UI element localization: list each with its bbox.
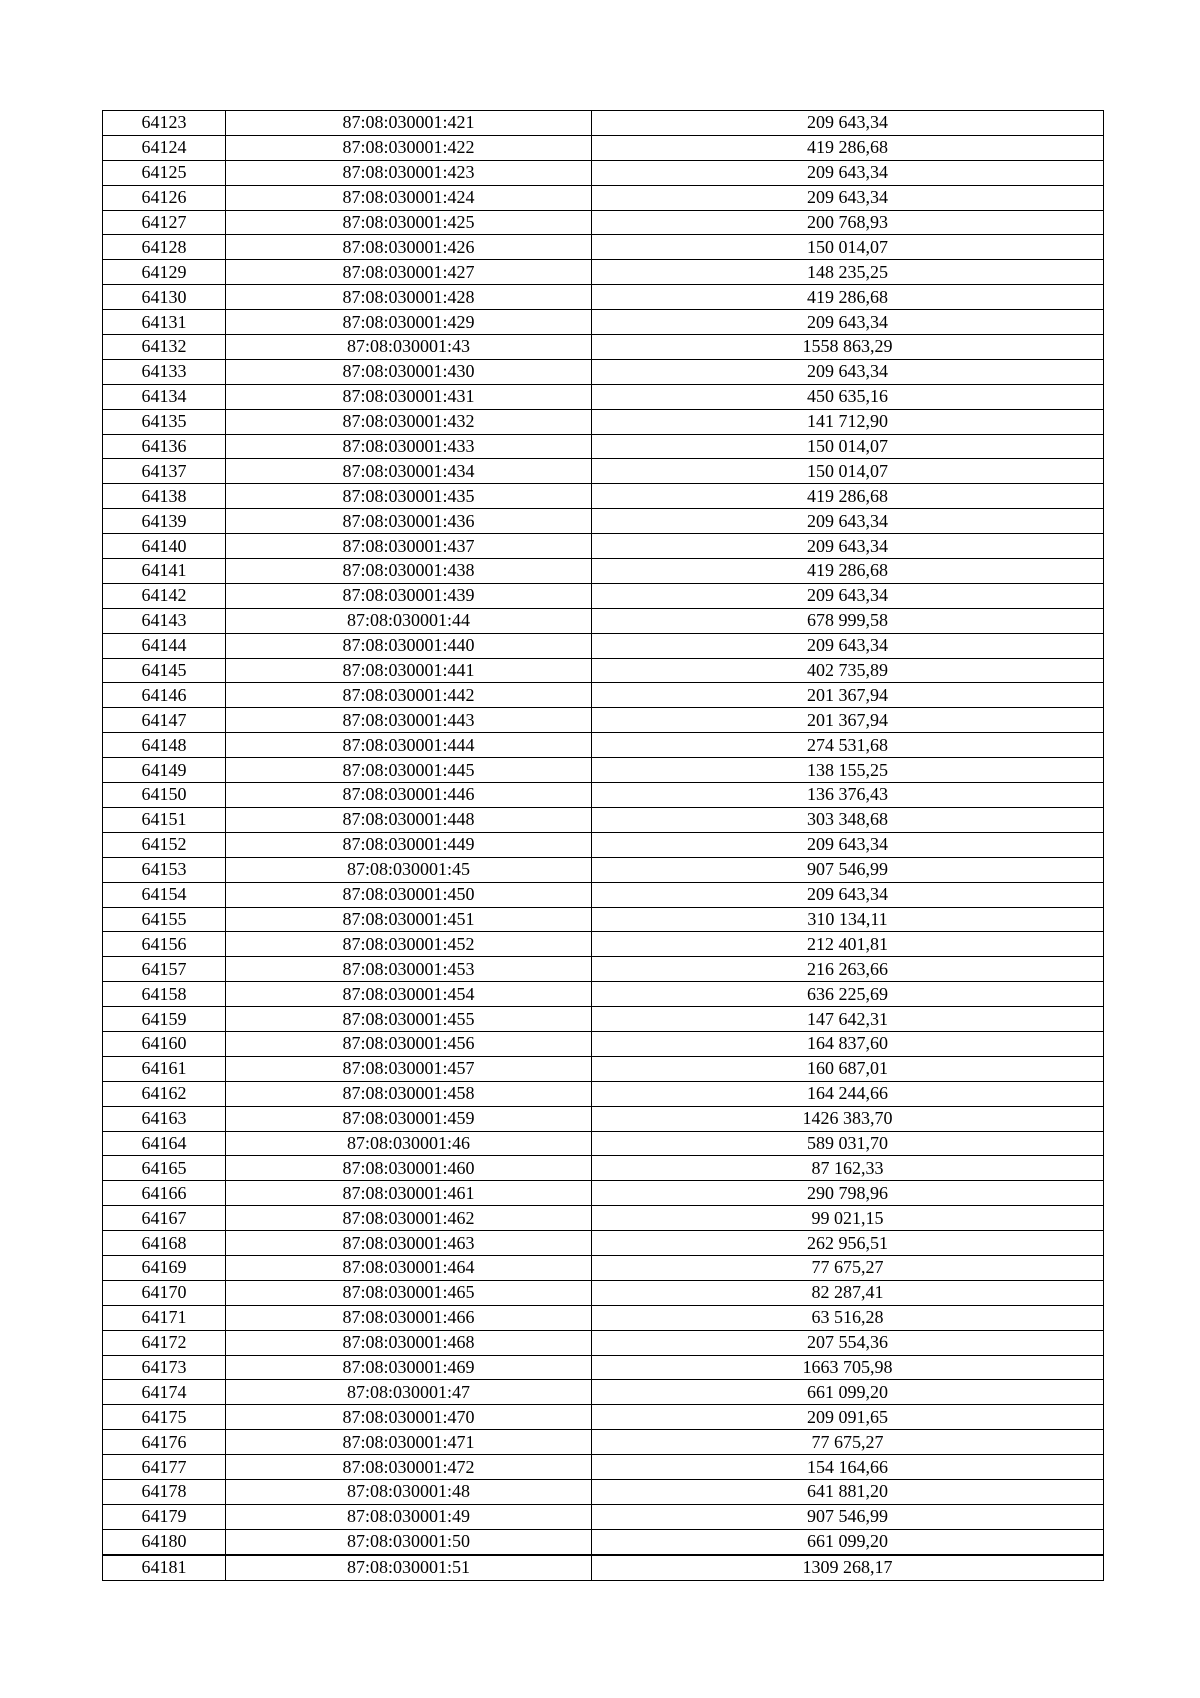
value-cell: 1309 268,17 — [592, 1555, 1104, 1580]
table-row — [103, 534, 1104, 559]
row-number-cell: 64138 — [103, 484, 226, 509]
table-row — [103, 683, 1104, 708]
cadastral-number-cell: 87:08:030001:471 — [226, 1430, 592, 1455]
row-number-cell: 64160 — [103, 1031, 226, 1056]
table-row — [103, 1206, 1104, 1231]
table-row — [103, 1529, 1104, 1554]
table-row — [103, 185, 1104, 210]
table-row — [103, 857, 1104, 882]
table-row — [103, 1106, 1104, 1131]
cadastral-number-cell: 87:08:030001:437 — [226, 534, 592, 559]
value-cell: 661 099,20 — [592, 1380, 1104, 1405]
cadastral-number-cell: 87:08:030001:433 — [226, 434, 592, 459]
cadastral-number-cell: 87:08:030001:423 — [226, 160, 592, 185]
table-row — [103, 832, 1104, 857]
cadastral-number-cell: 87:08:030001:455 — [226, 1007, 592, 1032]
table-row — [103, 359, 1104, 384]
cadastral-number-cell: 87:08:030001:431 — [226, 384, 592, 409]
table-row — [103, 409, 1104, 434]
cadastral-number-cell: 87:08:030001:457 — [226, 1056, 592, 1081]
row-number-cell: 64175 — [103, 1405, 226, 1430]
value-cell: 201 367,94 — [592, 708, 1104, 733]
row-number-cell: 64163 — [103, 1106, 226, 1131]
value-cell: 641 881,20 — [592, 1479, 1104, 1504]
value-cell: 209 643,34 — [592, 832, 1104, 857]
table-row — [103, 1255, 1104, 1280]
value-cell: 209 643,34 — [592, 160, 1104, 185]
value-cell: 907 546,99 — [592, 857, 1104, 882]
row-number-cell: 64142 — [103, 583, 226, 608]
row-number-cell: 64164 — [103, 1131, 226, 1156]
row-number-cell: 64181 — [103, 1555, 226, 1580]
row-number-cell: 64143 — [103, 608, 226, 633]
value-cell: 209 643,34 — [592, 111, 1104, 136]
cadastral-number-cell: 87:08:030001:432 — [226, 409, 592, 434]
table-row — [103, 1007, 1104, 1032]
row-number-cell: 64171 — [103, 1305, 226, 1330]
table-row — [103, 1056, 1104, 1081]
cadastral-number-cell: 87:08:030001:48 — [226, 1479, 592, 1504]
cadastral-number-cell: 87:08:030001:440 — [226, 633, 592, 658]
table-row — [103, 708, 1104, 733]
table-row — [103, 1430, 1104, 1455]
value-cell: 274 531,68 — [592, 733, 1104, 758]
table-row — [103, 608, 1104, 633]
row-number-cell: 64126 — [103, 185, 226, 210]
row-number-cell: 64144 — [103, 633, 226, 658]
cadastral-number-cell: 87:08:030001:468 — [226, 1330, 592, 1355]
table-row — [103, 783, 1104, 808]
cadastral-number-cell: 87:08:030001:47 — [226, 1380, 592, 1405]
row-number-cell: 64155 — [103, 907, 226, 932]
table-row — [103, 1081, 1104, 1106]
cadastral-number-cell: 87:08:030001:44 — [226, 608, 592, 633]
value-cell: 290 798,96 — [592, 1181, 1104, 1206]
table-row — [103, 434, 1104, 459]
cadastral-number-cell: 87:08:030001:445 — [226, 758, 592, 783]
value-cell: 150 014,07 — [592, 459, 1104, 484]
value-cell: 419 286,68 — [592, 285, 1104, 310]
table-row — [103, 384, 1104, 409]
row-number-cell: 64172 — [103, 1330, 226, 1355]
row-number-cell: 64179 — [103, 1504, 226, 1529]
cadastral-number-cell: 87:08:030001:470 — [226, 1405, 592, 1430]
table-row — [103, 1455, 1104, 1480]
row-number-cell: 64178 — [103, 1479, 226, 1504]
row-number-cell: 64128 — [103, 235, 226, 260]
value-cell: 589 031,70 — [592, 1131, 1104, 1156]
row-number-cell: 64149 — [103, 758, 226, 783]
row-number-cell: 64159 — [103, 1007, 226, 1032]
table-row — [103, 957, 1104, 982]
table-body — [103, 111, 1104, 1581]
table-row — [103, 733, 1104, 758]
value-cell: 1558 863,29 — [592, 335, 1104, 360]
value-cell: 200 768,93 — [592, 210, 1104, 235]
value-cell: 216 263,66 — [592, 957, 1104, 982]
value-cell: 262 956,51 — [592, 1231, 1104, 1256]
value-cell: 164 837,60 — [592, 1031, 1104, 1056]
cadastral-number-cell: 87:08:030001:45 — [226, 857, 592, 882]
cadastral-number-cell: 87:08:030001:435 — [226, 484, 592, 509]
cadastral-number-cell: 87:08:030001:451 — [226, 907, 592, 932]
cadastral-number-cell: 87:08:030001:43 — [226, 335, 592, 360]
value-cell: 141 712,90 — [592, 409, 1104, 434]
cadastral-number-cell: 87:08:030001:452 — [226, 932, 592, 957]
value-cell: 303 348,68 — [592, 807, 1104, 832]
cadastral-number-cell: 87:08:030001:424 — [226, 185, 592, 210]
row-number-cell: 64176 — [103, 1430, 226, 1455]
value-cell: 209 643,34 — [592, 359, 1104, 384]
table-row — [103, 509, 1104, 534]
row-number-cell: 64135 — [103, 409, 226, 434]
value-cell: 77 675,27 — [592, 1255, 1104, 1280]
row-number-cell: 64134 — [103, 384, 226, 409]
row-number-cell: 64133 — [103, 359, 226, 384]
row-number-cell: 64161 — [103, 1056, 226, 1081]
value-cell: 1663 705,98 — [592, 1355, 1104, 1380]
value-cell: 450 635,16 — [592, 384, 1104, 409]
row-number-cell: 64129 — [103, 260, 226, 285]
value-cell: 419 286,68 — [592, 135, 1104, 160]
value-cell: 138 155,25 — [592, 758, 1104, 783]
row-number-cell: 64173 — [103, 1355, 226, 1380]
cadastral-number-cell: 87:08:030001:465 — [226, 1280, 592, 1305]
table-row — [103, 1380, 1104, 1405]
table-row — [103, 459, 1104, 484]
table-row — [103, 559, 1104, 584]
cadastral-number-cell: 87:08:030001:450 — [226, 882, 592, 907]
value-cell: 150 014,07 — [592, 235, 1104, 260]
cadastral-number-cell: 87:08:030001:466 — [226, 1305, 592, 1330]
value-cell: 164 244,66 — [592, 1081, 1104, 1106]
cadastral-number-cell: 87:08:030001:428 — [226, 285, 592, 310]
value-cell: 63 516,28 — [592, 1305, 1104, 1330]
cadastral-number-cell: 87:08:030001:444 — [226, 733, 592, 758]
value-cell: 136 376,43 — [592, 783, 1104, 808]
table-row — [103, 1031, 1104, 1056]
value-cell: 148 235,25 — [592, 260, 1104, 285]
cadastral-number-cell: 87:08:030001:430 — [226, 359, 592, 384]
cadastral-number-cell: 87:08:030001:462 — [226, 1206, 592, 1231]
row-number-cell: 64170 — [103, 1280, 226, 1305]
row-number-cell: 64136 — [103, 434, 226, 459]
value-cell: 147 642,31 — [592, 1007, 1104, 1032]
row-number-cell: 64125 — [103, 160, 226, 185]
table-row — [103, 285, 1104, 310]
row-number-cell: 64132 — [103, 335, 226, 360]
cadastral-number-cell: 87:08:030001:427 — [226, 260, 592, 285]
cadastral-number-cell: 87:08:030001:442 — [226, 683, 592, 708]
table-row — [103, 1405, 1104, 1430]
row-number-cell: 64130 — [103, 285, 226, 310]
table-row — [103, 658, 1104, 683]
value-cell: 907 546,99 — [592, 1504, 1104, 1529]
value-cell: 150 014,07 — [592, 434, 1104, 459]
table-row — [103, 1231, 1104, 1256]
value-cell: 209 643,34 — [592, 509, 1104, 534]
cadastral-number-cell: 87:08:030001:459 — [226, 1106, 592, 1131]
cadastral-number-cell: 87:08:030001:439 — [226, 583, 592, 608]
value-cell: 77 675,27 — [592, 1430, 1104, 1455]
table-row — [103, 633, 1104, 658]
table-row — [103, 807, 1104, 832]
row-number-cell: 64174 — [103, 1380, 226, 1405]
value-cell: 209 643,34 — [592, 633, 1104, 658]
table-row — [103, 1479, 1104, 1504]
value-cell: 209 091,65 — [592, 1405, 1104, 1430]
cadastral-number-cell: 87:08:030001:438 — [226, 559, 592, 584]
cadastral-number-cell: 87:08:030001:458 — [226, 1081, 592, 1106]
row-number-cell: 64148 — [103, 733, 226, 758]
row-number-cell: 64180 — [103, 1529, 226, 1554]
value-cell: 310 134,11 — [592, 907, 1104, 932]
table-row — [103, 1280, 1104, 1305]
cadastral-number-cell: 87:08:030001:464 — [226, 1255, 592, 1280]
cadastral-value-table — [102, 110, 1104, 1581]
cadastral-number-cell: 87:08:030001:434 — [226, 459, 592, 484]
row-number-cell: 64146 — [103, 683, 226, 708]
table-row — [103, 583, 1104, 608]
row-number-cell: 64157 — [103, 957, 226, 982]
cadastral-number-cell: 87:08:030001:463 — [226, 1231, 592, 1256]
value-cell: 402 735,89 — [592, 658, 1104, 683]
table-row — [103, 335, 1104, 360]
value-cell: 212 401,81 — [592, 932, 1104, 957]
row-number-cell: 64158 — [103, 982, 226, 1007]
cadastral-number-cell: 87:08:030001:454 — [226, 982, 592, 1007]
cadastral-number-cell: 87:08:030001:46 — [226, 1131, 592, 1156]
value-cell: 1426 383,70 — [592, 1106, 1104, 1131]
row-number-cell: 64152 — [103, 832, 226, 857]
value-cell: 87 162,33 — [592, 1156, 1104, 1181]
cadastral-number-cell: 87:08:030001:460 — [226, 1156, 592, 1181]
cadastral-number-cell: 87:08:030001:448 — [226, 807, 592, 832]
value-cell: 209 643,34 — [592, 310, 1104, 335]
value-cell: 636 225,69 — [592, 982, 1104, 1007]
value-cell: 209 643,34 — [592, 583, 1104, 608]
row-number-cell: 64169 — [103, 1255, 226, 1280]
row-number-cell: 64162 — [103, 1081, 226, 1106]
cadastral-number-cell: 87:08:030001:453 — [226, 957, 592, 982]
row-number-cell: 64123 — [103, 111, 226, 136]
cadastral-number-cell: 87:08:030001:449 — [226, 832, 592, 857]
row-number-cell: 64131 — [103, 310, 226, 335]
cadastral-number-cell: 87:08:030001:422 — [226, 135, 592, 160]
table-row — [103, 1156, 1104, 1181]
table-row — [103, 982, 1104, 1007]
row-number-cell: 64137 — [103, 459, 226, 484]
row-number-cell: 64141 — [103, 559, 226, 584]
table-row — [103, 111, 1104, 136]
row-number-cell: 64151 — [103, 807, 226, 832]
table-row — [103, 260, 1104, 285]
cadastral-number-cell: 87:08:030001:425 — [226, 210, 592, 235]
value-cell: 207 554,36 — [592, 1330, 1104, 1355]
cadastral-number-cell: 87:08:030001:461 — [226, 1181, 592, 1206]
table-row — [103, 210, 1104, 235]
table-row — [103, 310, 1104, 335]
row-number-cell: 64156 — [103, 932, 226, 957]
row-number-cell: 64154 — [103, 882, 226, 907]
row-number-cell: 64147 — [103, 708, 226, 733]
value-cell: 661 099,20 — [592, 1529, 1104, 1554]
row-number-cell: 64139 — [103, 509, 226, 534]
row-number-cell: 64124 — [103, 135, 226, 160]
table-row — [103, 758, 1104, 783]
value-cell: 209 643,34 — [592, 882, 1104, 907]
cadastral-number-cell: 87:08:030001:472 — [226, 1455, 592, 1480]
table-row — [103, 882, 1104, 907]
table-row — [103, 907, 1104, 932]
table-row — [103, 1330, 1104, 1355]
cadastral-number-cell: 87:08:030001:441 — [226, 658, 592, 683]
table-row — [103, 1181, 1104, 1206]
row-number-cell: 64166 — [103, 1181, 226, 1206]
value-cell: 419 286,68 — [592, 484, 1104, 509]
cadastral-number-cell: 87:08:030001:429 — [226, 310, 592, 335]
row-number-cell: 64165 — [103, 1156, 226, 1181]
cadastral-number-cell: 87:08:030001:421 — [226, 111, 592, 136]
table-row — [103, 932, 1104, 957]
cadastral-number-cell: 87:08:030001:436 — [226, 509, 592, 534]
cadastral-number-cell: 87:08:030001:456 — [226, 1031, 592, 1056]
cadastral-number-cell: 87:08:030001:446 — [226, 783, 592, 808]
table-row — [103, 160, 1104, 185]
table-row — [103, 235, 1104, 260]
value-cell: 154 164,66 — [592, 1455, 1104, 1480]
value-cell: 209 643,34 — [592, 534, 1104, 559]
value-cell: 678 999,58 — [592, 608, 1104, 633]
cadastral-number-cell: 87:08:030001:469 — [226, 1355, 592, 1380]
table-row — [103, 135, 1104, 160]
row-number-cell: 64167 — [103, 1206, 226, 1231]
row-number-cell: 64177 — [103, 1455, 226, 1480]
table-row — [103, 1355, 1104, 1380]
cadastral-number-cell: 87:08:030001:51 — [226, 1555, 592, 1580]
row-number-cell: 64127 — [103, 210, 226, 235]
table-row — [103, 1305, 1104, 1330]
value-cell: 82 287,41 — [592, 1280, 1104, 1305]
table-row — [103, 484, 1104, 509]
row-number-cell: 64168 — [103, 1231, 226, 1256]
value-cell: 419 286,68 — [592, 559, 1104, 584]
value-cell: 160 687,01 — [592, 1056, 1104, 1081]
row-number-cell: 64145 — [103, 658, 226, 683]
row-number-cell: 64153 — [103, 857, 226, 882]
table-row — [103, 1131, 1104, 1156]
value-cell: 99 021,15 — [592, 1206, 1104, 1231]
cadastral-number-cell: 87:08:030001:426 — [226, 235, 592, 260]
cadastral-number-cell: 87:08:030001:50 — [226, 1529, 592, 1554]
row-number-cell: 64150 — [103, 783, 226, 808]
cadastral-number-cell: 87:08:030001:443 — [226, 708, 592, 733]
cadastral-number-cell: 87:08:030001:49 — [226, 1504, 592, 1529]
table-row — [103, 1555, 1104, 1580]
value-cell: 201 367,94 — [592, 683, 1104, 708]
table-row — [103, 1504, 1104, 1529]
row-number-cell: 64140 — [103, 534, 226, 559]
value-cell: 209 643,34 — [592, 185, 1104, 210]
